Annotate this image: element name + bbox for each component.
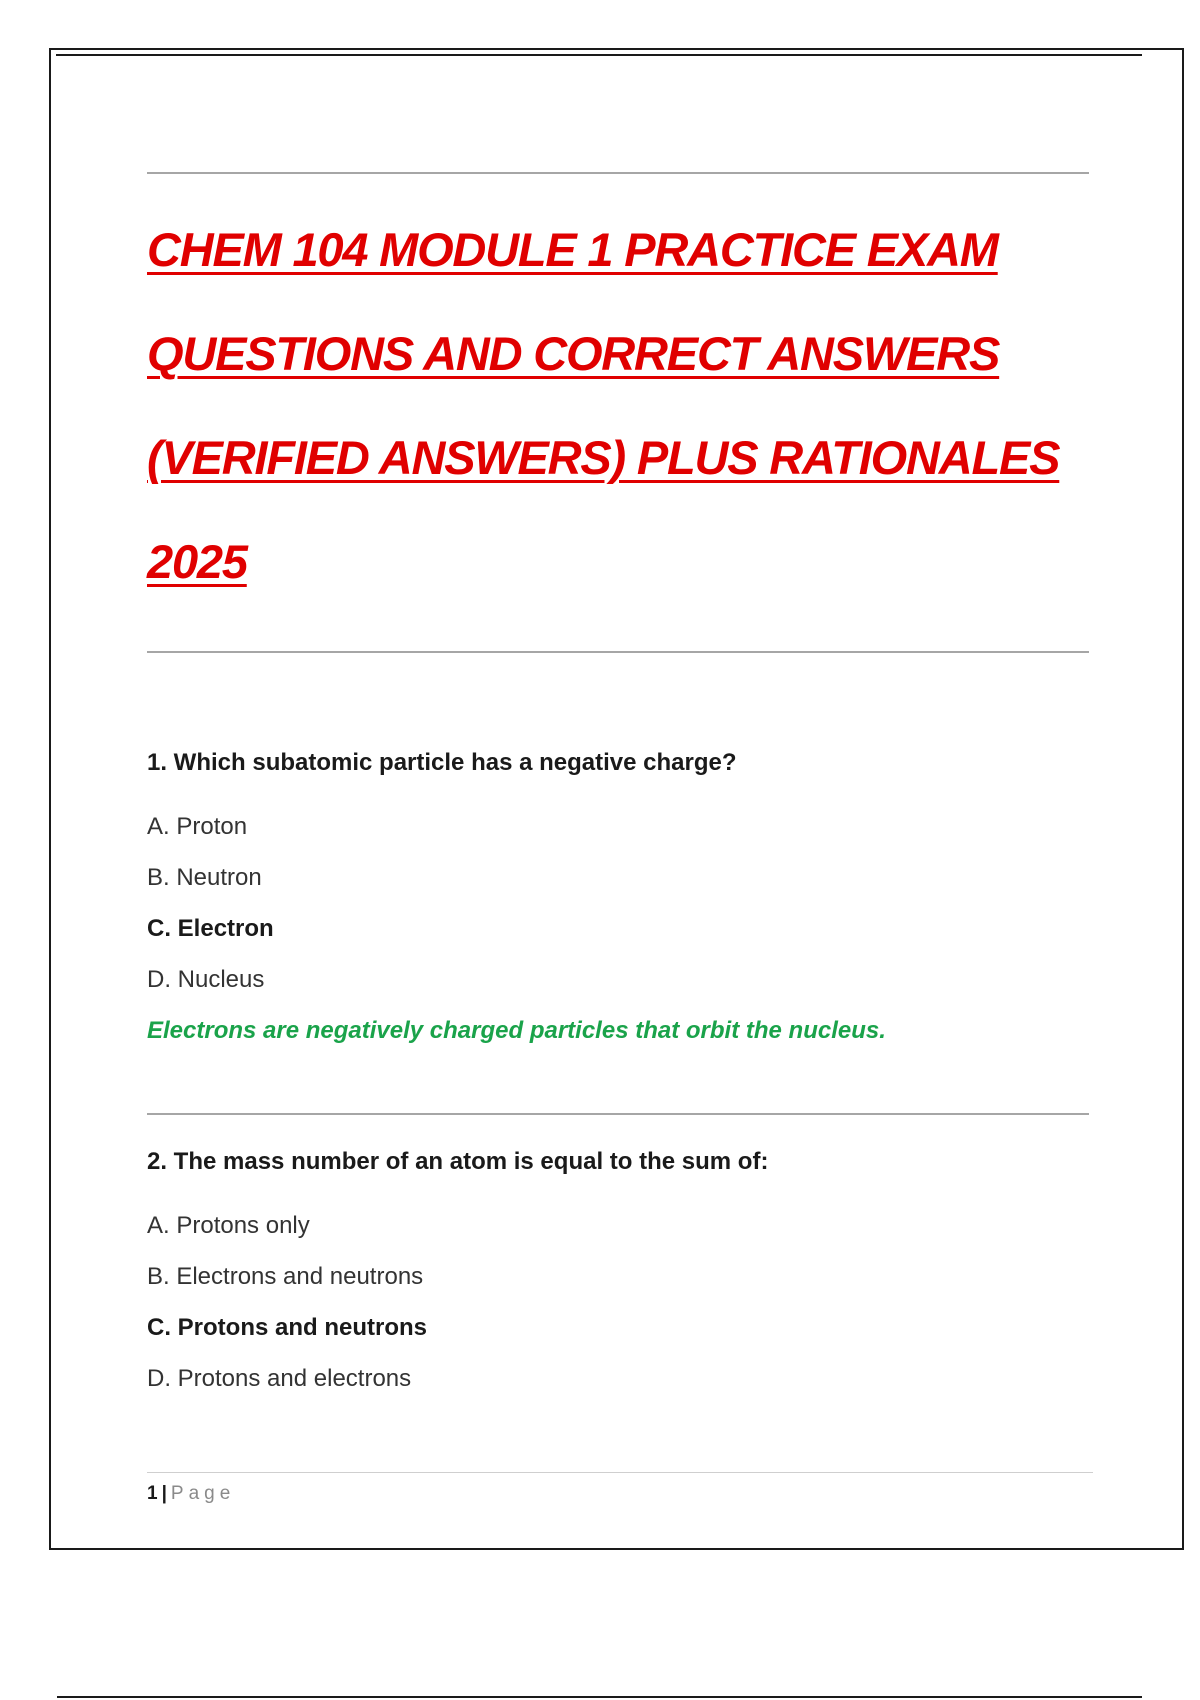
answer-options [147, 812, 1107, 1016]
title-line: (VERIFIED ANSWERS) PLUS RATIONALES [147, 431, 1060, 484]
question-text: 2. The mass number of an atom is equal to the sum of: [147, 1148, 769, 1175]
title-line: 2025 [147, 535, 247, 588]
rationale-text: Electrons are negatively charged particles that orbit the nucleus. [147, 1017, 886, 1044]
title-line: QUESTIONS AND CORRECT ANSWERS [147, 327, 1000, 380]
page-label: Page [170, 1483, 236, 1504]
title-bottom-divider [147, 651, 1089, 653]
footer-divider [147, 1472, 1093, 1473]
frame-top-rule [56, 54, 1142, 56]
answer-option: B. Neutron [147, 864, 262, 891]
answer-option: B. Electrons and neutrons [147, 1263, 424, 1290]
answer-option: A. Protons only [147, 1212, 310, 1239]
correct-answer-option: C. Electron [147, 915, 274, 942]
title-line: CHEM 104 MODULE 1 PRACTICE EXAM [147, 223, 998, 276]
question-text: 1. Which subatomic particle has a negative charge? [147, 749, 737, 776]
page-footer [147, 1483, 235, 1505]
answer-option: D. Protons and electrons [147, 1365, 412, 1392]
document-page [49, 48, 1184, 1550]
title-top-divider [147, 172, 1089, 174]
answer-option: A. Proton [147, 813, 248, 840]
page-number: 1 [147, 1483, 158, 1504]
question-divider [147, 1113, 1089, 1115]
document-title [147, 198, 1107, 614]
question-2 [147, 1147, 1107, 1415]
correct-answer-option: C. Protons and neutrons [147, 1314, 428, 1341]
question-1 [147, 748, 1107, 1046]
next-page-top-rule [57, 1696, 1142, 1698]
answer-option: D. Nucleus [147, 966, 265, 993]
page-separator: | [161, 1483, 167, 1504]
answer-options [147, 1211, 1107, 1415]
